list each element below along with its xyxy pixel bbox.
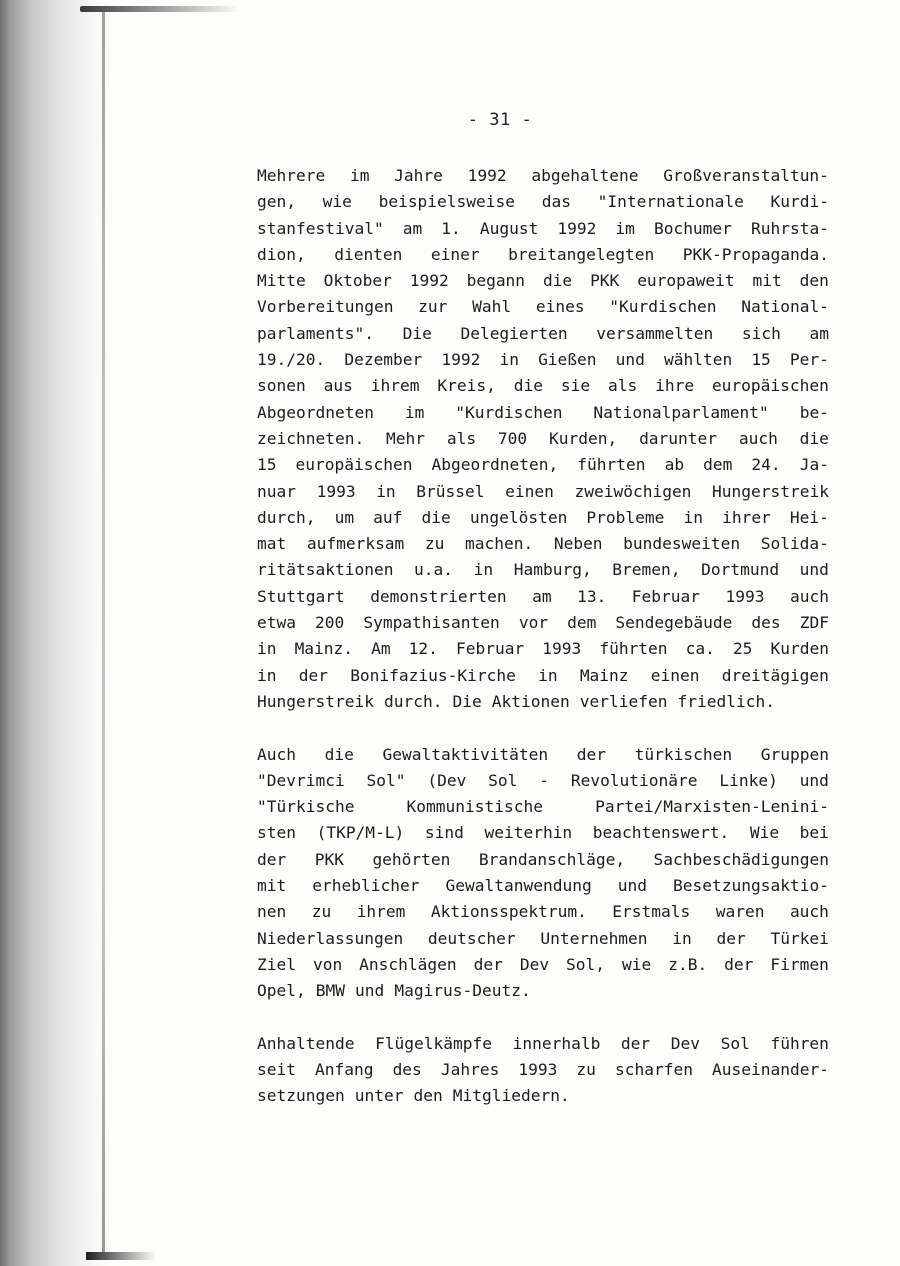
word: in [376,481,396,501]
word: Wahl [472,297,512,317]
word: gen, [257,192,296,212]
word: Kommunistische [406,797,543,817]
word: Per- [789,350,829,370]
word: Ziel [257,954,296,974]
word: 1993 [316,481,356,501]
word: Jahres [440,1060,500,1080]
text-line [257,899,829,925]
word: z.B. [668,954,708,974]
word: Brüssel [416,481,485,501]
word: ihrem [370,376,420,396]
word: durch. [383,691,443,711]
text-line [257,794,829,820]
word: Besetzungsaktio- [673,876,829,896]
word: von [312,954,343,974]
word: beachtenswert. [592,823,730,843]
word: zweiwöchigen [574,481,692,501]
text-line [257,873,829,899]
word: aus [323,376,353,396]
word: 25 [732,639,753,659]
word: auch [789,586,829,606]
text-line [257,452,829,478]
text-line [257,163,829,189]
text-line [257,1057,829,1083]
word: wählten [663,350,733,370]
word: nen [257,902,287,922]
text-line [257,216,829,242]
word: der [257,849,287,869]
word: friedlich. [677,691,775,711]
word: die [421,507,451,527]
word: mat [257,534,287,554]
word: Dortmund [701,560,780,580]
text-line [257,426,829,452]
word: Jahre [394,166,443,185]
text-line [257,689,829,715]
word: Bochumer [653,218,732,238]
word: Mehrere [257,166,326,185]
word: Hungerstreik [712,481,829,501]
word: Stuttgart [257,586,345,606]
word: in [473,560,494,580]
word: Sol [488,770,518,790]
word: auf [373,507,403,527]
word: Abgeordneten, [431,455,559,475]
word: Bremen, [612,560,681,580]
word: bei [799,823,829,843]
word: Brandanschläge, [478,849,626,869]
word: auch [789,902,829,922]
word: 1992 [441,350,481,370]
word: Am [371,639,391,659]
word: 1993 [518,1060,558,1080]
word: führten [577,455,646,475]
text-line [257,321,829,347]
word: abgehaltene [531,166,639,185]
word: machen. [465,534,534,554]
word: Bonifazius-Kirche [350,665,516,685]
word: August [479,218,539,238]
word: 12. [408,639,438,659]
word: einer [430,244,480,264]
word: der [716,928,746,948]
word: BMW [315,981,346,1001]
text-line [257,479,829,505]
word: in [499,350,519,370]
word: die [799,428,829,448]
word: das [541,192,571,212]
word: ihrer [722,507,771,527]
word: führten [599,639,668,659]
word: europäischen [711,376,829,396]
word: waren [715,902,765,922]
word: "Kurdischen [455,402,563,422]
word: 1992 [409,271,449,291]
word: deutscher [427,928,516,948]
word: Kurdi- [770,192,829,212]
word: am [402,218,423,238]
word: Solida- [760,534,829,554]
word: dreitägigen [721,665,829,685]
word: Gießen [538,350,597,370]
word: PKK-Propaganda. [682,244,829,264]
word: einen [650,665,700,685]
word: ihrem [356,902,406,922]
word: unter [354,1086,404,1106]
word: Opel, [257,981,306,1001]
word: dienten [334,244,403,264]
word: Dev [519,954,550,974]
text-line [257,242,829,268]
word: Auch [257,744,296,764]
word: zeichneten. [257,428,365,448]
word: 1. [441,218,461,238]
word: vor [518,613,549,633]
word: Februar [455,639,525,659]
word: Partei/Marxisten-Lenini- [595,797,829,817]
word: parlaments". [257,323,374,343]
word: PKK [314,849,344,869]
word: 13. [577,586,607,606]
word: Kurden, [549,428,618,448]
binding-shadow [0,0,110,1266]
word: National- [741,297,829,317]
word: stanfestival" [257,218,384,238]
word: Februar [631,586,701,606]
word: der [724,954,754,974]
word: ca. [685,639,715,659]
word: mit [257,876,287,896]
word: Mitgliedern. [452,1086,570,1106]
document-body [257,163,829,1110]
word: und [799,770,829,790]
word: in [257,639,277,659]
word: zu [424,534,445,554]
word: Gewaltaktivitäten [382,744,549,764]
word: im [404,402,425,422]
word: Erstmals [612,902,691,922]
word: türkischen [634,744,733,764]
word: dem [703,455,733,475]
word: im [349,166,370,185]
word: Sympathisanten [363,613,500,633]
word: - [539,770,549,790]
word: u.a. [414,560,454,580]
word: "Internationale [597,192,744,212]
word: 1992 [557,218,597,238]
word: Oktober [323,271,392,291]
text-line [257,926,829,952]
word: führen [770,1033,829,1053]
word: sonen [257,376,306,396]
word: Nationalparlament" [593,402,769,422]
word: wie [622,954,652,974]
word: der [298,665,328,685]
word: auch [738,428,778,448]
word: weiterhin [484,823,573,843]
word: europäischen [295,455,413,475]
word: Auseinander- [711,1060,829,1080]
word: aufmerksam [306,534,405,554]
word: in [672,928,692,948]
word: Mainz. [294,639,354,659]
word: Dev [670,1033,701,1053]
word: und [615,350,645,370]
text-line [257,978,829,1004]
word: begann [466,271,526,291]
word: "Kurdischen [609,297,717,317]
paragraph-1 [257,163,829,715]
word: (Dev [427,770,467,790]
word: sich [741,323,781,343]
word: Hamburg, [513,560,592,580]
text-line [257,505,829,531]
word: Dezember [344,350,423,370]
word: Großveranstaltun- [663,166,829,185]
word: 19./20. [257,350,326,370]
word: Kurden [770,639,829,659]
word: beispielsweise [378,192,516,212]
word: etwa [257,613,296,633]
word: ihre [655,376,695,396]
word: Revolutionäre [570,770,698,790]
word: Türkei [770,928,829,948]
word: und [617,876,647,896]
word: am [532,586,552,606]
word: zu [311,902,332,922]
word: und [355,981,385,1001]
word: Anschlägen [359,954,457,974]
word: "Devrimci [257,770,345,790]
word: dion, [257,244,306,264]
word: zur [418,297,448,317]
word: wie [322,192,352,212]
paragraph-3 [257,1031,829,1110]
text-line [257,952,829,978]
page-edge-shadow [102,12,105,1252]
word: einen [505,481,554,501]
word: die [542,271,573,291]
word: setzungen [257,1086,345,1106]
text-line [257,820,829,846]
word: demonstrierten [370,586,507,606]
word: Sol [720,1033,750,1053]
text-line [257,557,829,583]
word: Gewaltanwendung [445,876,592,896]
word: 700 [497,428,528,448]
word: Probleme [586,507,665,527]
text-line [257,742,829,768]
word: Wie [749,823,780,843]
word: Firmen [770,954,829,974]
text-line [257,531,829,557]
word: versammelten [596,323,714,343]
word: 15 [257,455,277,475]
paragraph-gap [257,1005,829,1031]
word: um [334,507,355,527]
word: sie [560,376,591,396]
word: Die [452,691,482,711]
word: gehörten [372,849,451,869]
word: Sachbeschädigungen [653,849,829,869]
word: Anfang [315,1060,374,1080]
text-line [257,636,829,662]
word: Gruppen [760,744,829,764]
word: der [576,744,607,764]
word: mit [752,271,782,291]
word: sten [257,823,296,843]
word: die [513,376,543,396]
word: und [799,560,829,580]
word: ZDF [799,613,829,633]
word: Linke) [719,770,778,790]
word: Mitte [257,271,306,291]
word: der [620,1033,651,1053]
text-line [257,584,829,610]
word: Kreis, [437,376,496,396]
word: Hei- [789,507,829,527]
word: in [538,665,558,685]
word: Aktionsspektrum. [430,902,587,922]
word: 1993 [725,586,765,606]
word: Mainz [579,665,629,685]
word: Neben [553,534,603,554]
word: Hungerstreik [257,691,374,711]
text-line [257,373,829,399]
text-line [257,1031,829,1057]
word: Flügelkämpfe [375,1033,493,1053]
word: Sendegebäude [615,613,733,633]
text-line [257,189,829,215]
word: seit [257,1060,296,1080]
text-line [257,268,829,294]
text-line [257,400,829,426]
word: verliefen [579,691,668,711]
word: sind [424,823,464,843]
paragraph-2 [257,742,829,1005]
word: darunter [639,428,718,448]
word: ritätsaktionen [257,560,394,580]
word: scharfen [614,1060,693,1080]
word: den [413,1086,443,1106]
word: als [446,428,477,448]
word: nuar [257,481,296,501]
word: ab [664,455,685,475]
word: die [324,744,354,764]
word: am [809,323,829,343]
word: Mehr [386,428,426,448]
word: breitangelegten [508,244,655,264]
word: Sol" [366,770,406,790]
word: Unternehmen [540,928,648,948]
word: im [615,218,635,238]
word: Sol, [566,954,606,974]
word: erheblicher [312,876,420,896]
word: 200 [315,613,345,633]
word: ungelösten [469,507,568,527]
word: 1992 [467,166,507,185]
word: bundesweiten [623,534,741,554]
word: Niederlassungen [257,928,404,948]
word: Vorbereitungen [257,297,394,317]
word: 1993 [542,639,582,659]
word: Ruhrsta- [750,218,829,238]
scan-top-edge-mark [80,6,240,12]
word: europaweit [637,271,735,291]
word: als [607,376,638,396]
word: Magirus-Deutz. [394,981,531,1001]
text-line [257,294,829,320]
word: des [751,613,781,633]
text-line [257,847,829,873]
word: in [683,507,703,527]
word: Ja- [799,455,829,475]
word: 24. [751,455,781,475]
word: Abgeordneten [257,402,374,422]
word: des [392,1060,422,1080]
word: dem [567,613,597,633]
word: be- [799,402,829,422]
word: den [799,271,829,291]
word: eines [535,297,585,317]
paragraph-gap [257,715,829,741]
word: "Türkische [257,797,355,817]
text-line [257,610,829,636]
word: zu [576,1060,596,1080]
text-line [257,663,829,689]
word: innerhalb [512,1033,601,1053]
word: 15 [751,350,771,370]
word: der [473,954,503,974]
word: PKK [590,271,620,291]
word: in [257,665,277,685]
word: (TKP/M-L) [316,823,405,843]
word: Delegierten [460,323,568,343]
text-line [257,768,829,794]
word: durch, [257,507,316,527]
word: Anhaltende [257,1033,355,1053]
text-line [257,347,829,373]
text-line [257,1083,829,1109]
word: Die [402,323,432,343]
word: Aktionen [491,691,570,711]
scan-bottom-edge-mark [86,1252,156,1260]
page-number: - 31 - [467,110,533,130]
